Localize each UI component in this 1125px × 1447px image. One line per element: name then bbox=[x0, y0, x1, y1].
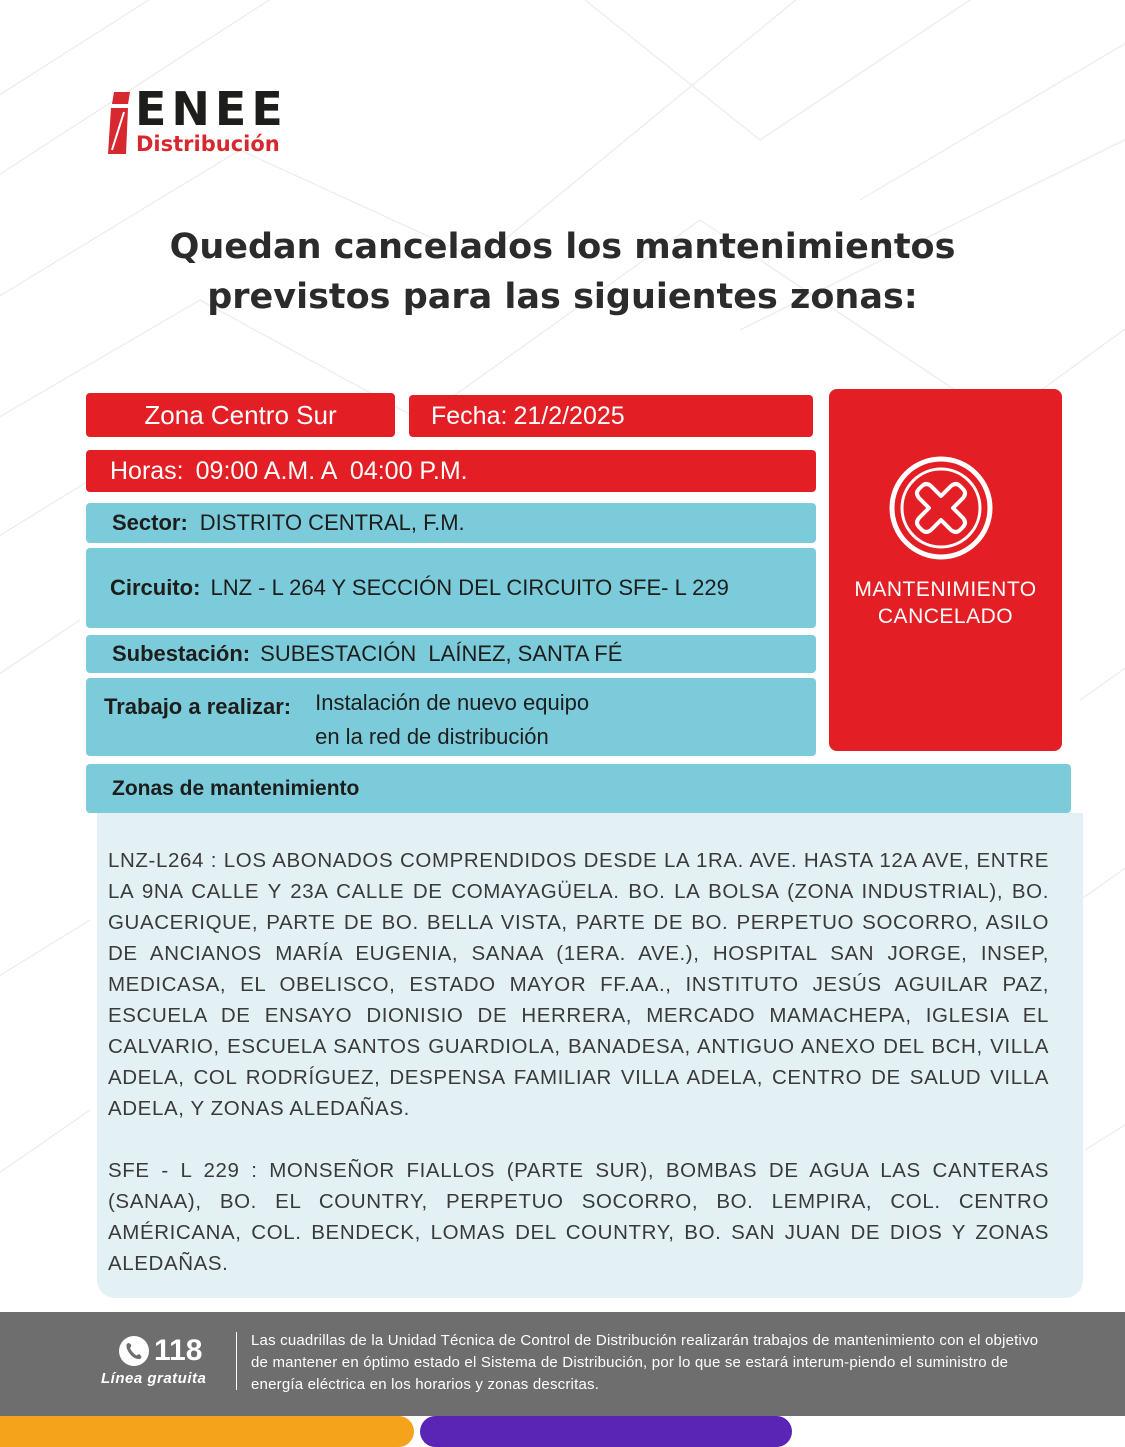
horas-field bbox=[86, 450, 816, 492]
enee-logo-mark-icon bbox=[108, 92, 130, 154]
phone-note: Línea gratuita bbox=[101, 1370, 207, 1387]
circle-x-icon bbox=[888, 455, 994, 561]
enee-logo bbox=[108, 82, 328, 158]
fecha-value: 21/2/2025 bbox=[513, 401, 625, 430]
status-line-1: MANTENIMIENTO bbox=[854, 578, 1037, 601]
cancelled-status-card bbox=[829, 389, 1062, 751]
sector-label: Sector: bbox=[112, 510, 188, 535]
zonas-list bbox=[97, 813, 1083, 1298]
status-line-2: CANCELADO bbox=[877, 605, 1014, 628]
footer-divider bbox=[236, 1332, 237, 1390]
footer-accent-orange bbox=[0, 1416, 414, 1447]
fecha-label: Fecha: bbox=[431, 401, 508, 430]
subestacion-field bbox=[86, 635, 816, 673]
zona-paragraph-lnz: LNZ-L264 : LOS ABONADOS COMPRENDIDOS DESDE LA 1RA. AVE. HASTA 12A AVE, ENTRE LA 9NA CALLE Y 23A CALLE DE COMAYAGÜELA. BO. LA BOLSA (ZONA INDUSTRIAL), BO. GUACERIQUE, PARTE DE BO. BELLA VISTA, PARTE DE BO. PERPETUO SOCORRO, ASILO DE ANCIANOS MARÍA EUGENIA, SANAA (1ERA. AVE.), HOSPITAL SAN JORGE, INSEP, MEDICASA, EL OBELISCO, ESTADO MAYOR FF.AA., INSTITUTO JESÚS AGUILAR PAZ, ESCUELA DE ENSAYO DIONISIO DE HERRERA, MERCADO MAMACHEPA, IGLESIA EL CALVARIO, ESCUELA SANTOS GUARDIOLA, BANADESA, ANTIGUO ANEXO DEL BCH, VILLA ADELA, COL RODRÍGUEZ, DESPENSA FAMILIAR VILLA ADELA, CENTRO DE SALUD VILLA ADELA, Y ZONAS ALEDAÑAS. bbox=[108, 849, 1049, 1120]
trabajo-value bbox=[315, 686, 589, 754]
zona-badge: Zona Centro Sur bbox=[86, 393, 395, 437]
sector-value: DISTRITO CENTRAL, F.M. bbox=[199, 510, 465, 535]
subestacion-label: Subestación: bbox=[112, 641, 251, 666]
phone-contact bbox=[118, 1332, 228, 1372]
logo-wordmark: ENEE bbox=[135, 82, 288, 136]
circuito-value: LNZ - L 264 Y SECCIÓN DEL CIRCUITO SFE- L 229 bbox=[210, 575, 729, 600]
footer-disclaimer: Las cuadrillas de la Unidad Técnica de Control de Distribución realizarán trabajos de mantenimiento con el objetivo de mantener en óptimo estado el Sistema de Distribución, por lo que se estará interum-piendo el suministro de energía eléctrica en los horarios y zonas descritas. bbox=[251, 1332, 1039, 1393]
sector-field bbox=[86, 503, 816, 543]
circuito-field bbox=[86, 548, 816, 628]
trabajo-field bbox=[86, 678, 816, 756]
status-label bbox=[829, 576, 1062, 630]
trabajo-line-2: en la red de distribución bbox=[315, 724, 549, 749]
logo-subtitle: Distribución bbox=[136, 132, 280, 156]
phone-icon bbox=[118, 1335, 150, 1367]
circuito-label: Circuito: bbox=[110, 575, 201, 600]
zonas-heading: Zonas de mantenimiento bbox=[86, 764, 1071, 813]
trabajo-label: Trabajo a realizar: bbox=[104, 694, 292, 719]
subestacion-value: SUBESTACIÓN LAÍNEZ, SANTA FÉ bbox=[260, 641, 623, 666]
phone-number: 118 bbox=[154, 1334, 203, 1367]
zona-paragraph-sfe: SFE - L 229 : MONSEÑOR FIALLOS (PARTE SUR), BOMBAS DE AGUA LAS CANTERAS (SANAA), BO. EL COUNTRY, PERPETUO SOCORRO, BO. LEMPIRA, COL. CENTRO AMÉRICANA, COL. BENDECK, LOMAS DEL COUNTRY, BO. SAN JUAN DE DIOS Y ZONAS ALEDAÑAS. bbox=[108, 1159, 1049, 1275]
page-title bbox=[60, 222, 1065, 322]
footer bbox=[0, 1312, 1125, 1416]
title-line-2: previstos para las siguientes zonas: bbox=[207, 277, 918, 317]
horas-label: Horas: bbox=[110, 456, 184, 485]
horas-value: 09:00 A.M. A 04:00 P.M. bbox=[195, 456, 468, 485]
footer-accent-purple bbox=[420, 1416, 792, 1447]
trabajo-line-1: Instalación de nuevo equipo bbox=[315, 690, 590, 715]
fecha-field bbox=[409, 395, 813, 437]
title-line-1: Quedan cancelados los mantenimientos bbox=[169, 227, 956, 267]
